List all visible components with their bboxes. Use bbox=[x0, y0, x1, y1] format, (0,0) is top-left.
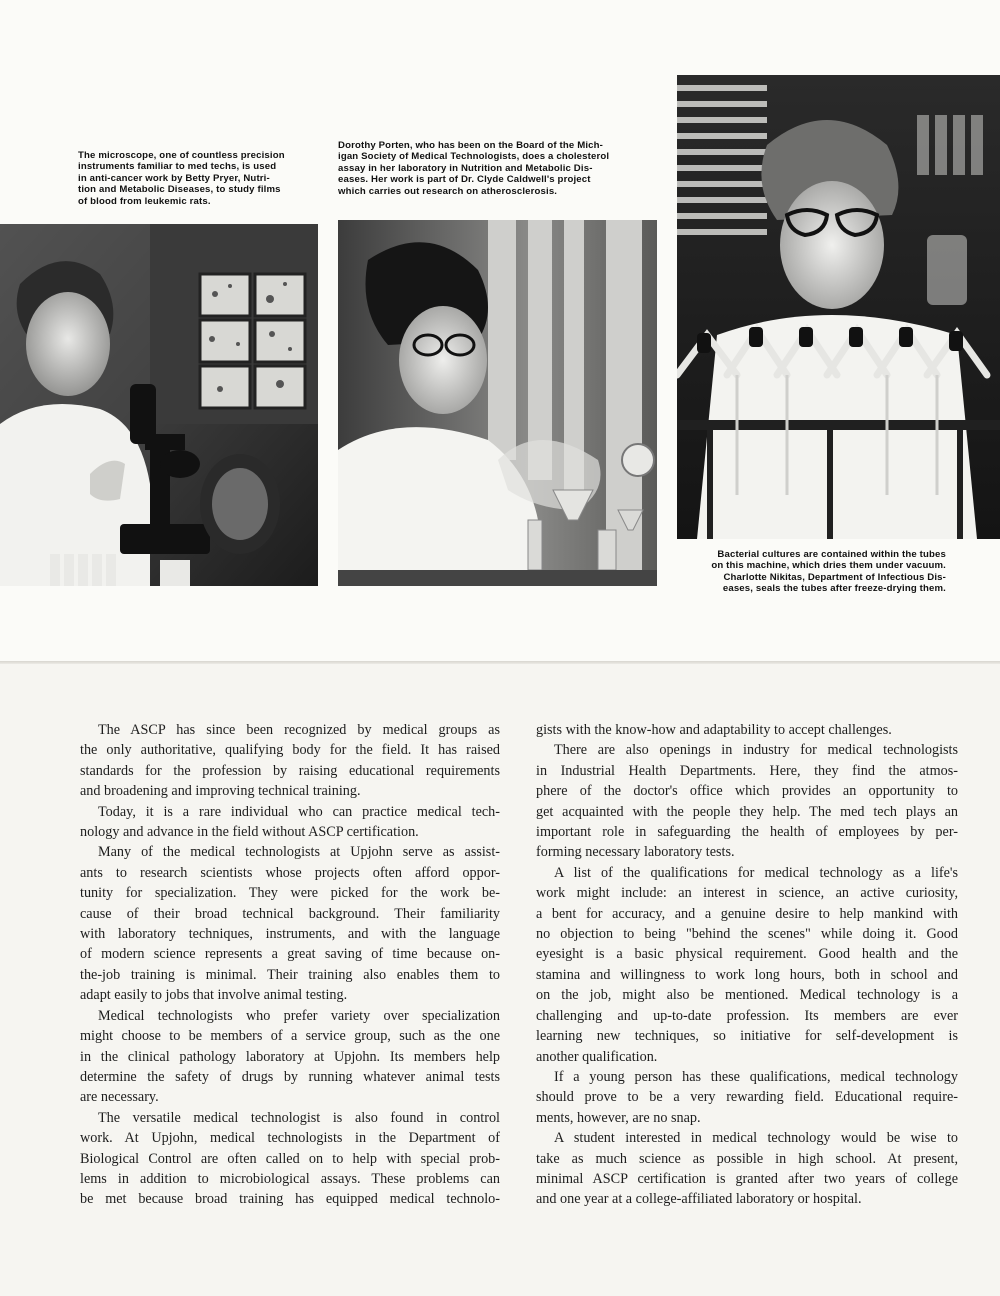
caption-line: Charlotte Nikitas, Department of Infectious Dis- bbox=[723, 571, 946, 583]
text-line: of modern science represents a great saving of time because on- bbox=[80, 946, 500, 963]
text-line: forming necessary laboratory tests. bbox=[536, 844, 735, 861]
text-line: adapt easily to jobs that involve animal testing. bbox=[80, 987, 348, 1004]
caption-line: in anti-cancer work by Betty Pryer, Nutri- bbox=[78, 172, 270, 184]
text-line: take as much science as possible in high school. At present, bbox=[536, 1150, 958, 1167]
text-line: Today, it is a rare individual who can practice medical tech- bbox=[98, 803, 500, 820]
caption-bacterial bbox=[650, 549, 946, 595]
text-line: The versatile medical technologist is also found in control bbox=[98, 1109, 500, 1126]
text-line: There are also openings in industry for medical technologists bbox=[554, 742, 958, 759]
text-line: and broadening and improving technical training. bbox=[80, 783, 361, 800]
text-line: the-job training is minimal. Their training also enables them to bbox=[80, 966, 500, 983]
photo-bacterial-cultures bbox=[677, 75, 1000, 539]
caption-line: igan Society of Medical Technologists, does a cholesterol bbox=[338, 151, 610, 163]
text-line: stamina and willingness to work long hours, both in school and bbox=[536, 966, 958, 983]
text-line: determine the safety of drugs by running whatever animal tests bbox=[80, 1068, 500, 1085]
text-line: might choose to be members of a service group, such as the one bbox=[80, 1028, 500, 1045]
text-line: no objection to being "behind the scenes" while doing it. Good bbox=[536, 926, 958, 943]
text-line: The ASCP has since been recognized by medical groups as bbox=[98, 722, 500, 738]
text-line: ants to research scientists whose projects often afford oppor- bbox=[80, 864, 500, 881]
text-line: nology and advance in the field without ASCP certification. bbox=[80, 824, 419, 841]
text-line: Many of the medical technologists at Upjohn serve as assist- bbox=[98, 844, 500, 861]
caption-line: Dorothy Porten, who has been on the Board of the Mich- bbox=[338, 140, 604, 151]
text-line: the only authoritative, qualifying body for the field. It has raised bbox=[80, 742, 500, 759]
caption-line: assay in her laboratory in Nutrition and Metabolic Dis- bbox=[338, 162, 593, 174]
text-line: ments, however, are no snap. bbox=[536, 1109, 701, 1126]
caption-microscope bbox=[78, 150, 318, 207]
caption-line: eases, seals the tubes after freeze-drying them. bbox=[722, 583, 946, 595]
text-line: If a young person has these qualifications, medical technology bbox=[554, 1068, 958, 1085]
text-line: be met because broad training has equipped medical technolo- bbox=[80, 1191, 500, 1208]
body-text-right-column bbox=[536, 720, 958, 1210]
text-line: work. At Upjohn, medical technologists in the Department of bbox=[80, 1130, 500, 1147]
caption-line: Bacterial cultures are contained within the tubes bbox=[717, 549, 946, 560]
text-line: eyesight is a basic physical requirement. Good health and the bbox=[536, 946, 958, 963]
text-line: minimal ASCP certification is granted after two years of college bbox=[536, 1170, 958, 1187]
text-line: lems in addition to microbiological assays. These problems can bbox=[80, 1170, 500, 1187]
caption-line: tion and Metabolic Diseases, to study films bbox=[78, 184, 281, 196]
caption-cholesterol bbox=[338, 140, 656, 197]
caption-line: eases. Her work is part of Dr. Clyde Caldwell's project bbox=[338, 174, 591, 186]
text-line: should prove to be a very rewarding field. Educational require- bbox=[536, 1089, 958, 1106]
text-line: a bent for accuracy, and a genuine desire to help mankind with bbox=[536, 905, 958, 922]
text-line: Medical technologists who prefer variety over specialization bbox=[98, 1007, 500, 1024]
text-line: gists with the know-how and adaptability to accept challenges. bbox=[536, 722, 892, 738]
text-line: challenging and up-to-date profession. Its members are ever bbox=[536, 1007, 958, 1024]
text-line: another qualification. bbox=[536, 1048, 658, 1065]
caption-line: of blood from leukemic rats. bbox=[78, 195, 211, 207]
text-line: A student interested in medical technology would be wise to bbox=[554, 1130, 958, 1147]
text-line: phere of the doctor's office which provides an opportunity to bbox=[536, 783, 958, 800]
caption-line: which carries out research on atherosclerosis. bbox=[338, 185, 558, 197]
text-line: important role in safeguarding the health of employees by per- bbox=[536, 824, 958, 841]
caption-line: instruments familiar to med techs, is used bbox=[78, 161, 277, 173]
text-line: work might include: an interest in science, an active curiosity, bbox=[536, 885, 958, 902]
text-line: in Industrial Health Departments. Here, they find the atmos- bbox=[536, 762, 958, 779]
text-line: are necessary. bbox=[80, 1089, 159, 1106]
text-line: tunity for specialization. They were picked for the work be- bbox=[80, 885, 500, 902]
text-line: standards for the profession by raising educational requirements bbox=[80, 762, 500, 779]
body-text-left-column bbox=[80, 720, 500, 1210]
text-line: learning new techniques, so initiative for self-development is bbox=[536, 1028, 958, 1045]
text-line: on the job, might also be mentioned. Medical technology is a bbox=[536, 987, 958, 1004]
text-line: Biological Control are often called on to help with special prob- bbox=[80, 1150, 500, 1167]
photo-cholesterol-assay bbox=[338, 220, 657, 586]
photo-microscope bbox=[0, 224, 318, 586]
text-line: cause of their broad technical background. Their familiarity bbox=[80, 905, 500, 922]
text-line: and one year at a college-affiliated laboratory or hospital. bbox=[536, 1191, 862, 1208]
text-line: get acquainted with the people they help. The med tech plays an bbox=[536, 803, 958, 820]
text-line: with laboratory techniques, instruments, and with the language bbox=[80, 926, 500, 943]
text-line: A list of the qualifications for medical technology as a life's bbox=[554, 864, 958, 881]
caption-line: on this machine, which dries them under vacuum. bbox=[711, 560, 946, 572]
text-line: in the clinical pathology laboratory at Upjohn. Its members help bbox=[80, 1048, 500, 1065]
caption-line: The microscope, one of countless precision bbox=[78, 150, 285, 161]
